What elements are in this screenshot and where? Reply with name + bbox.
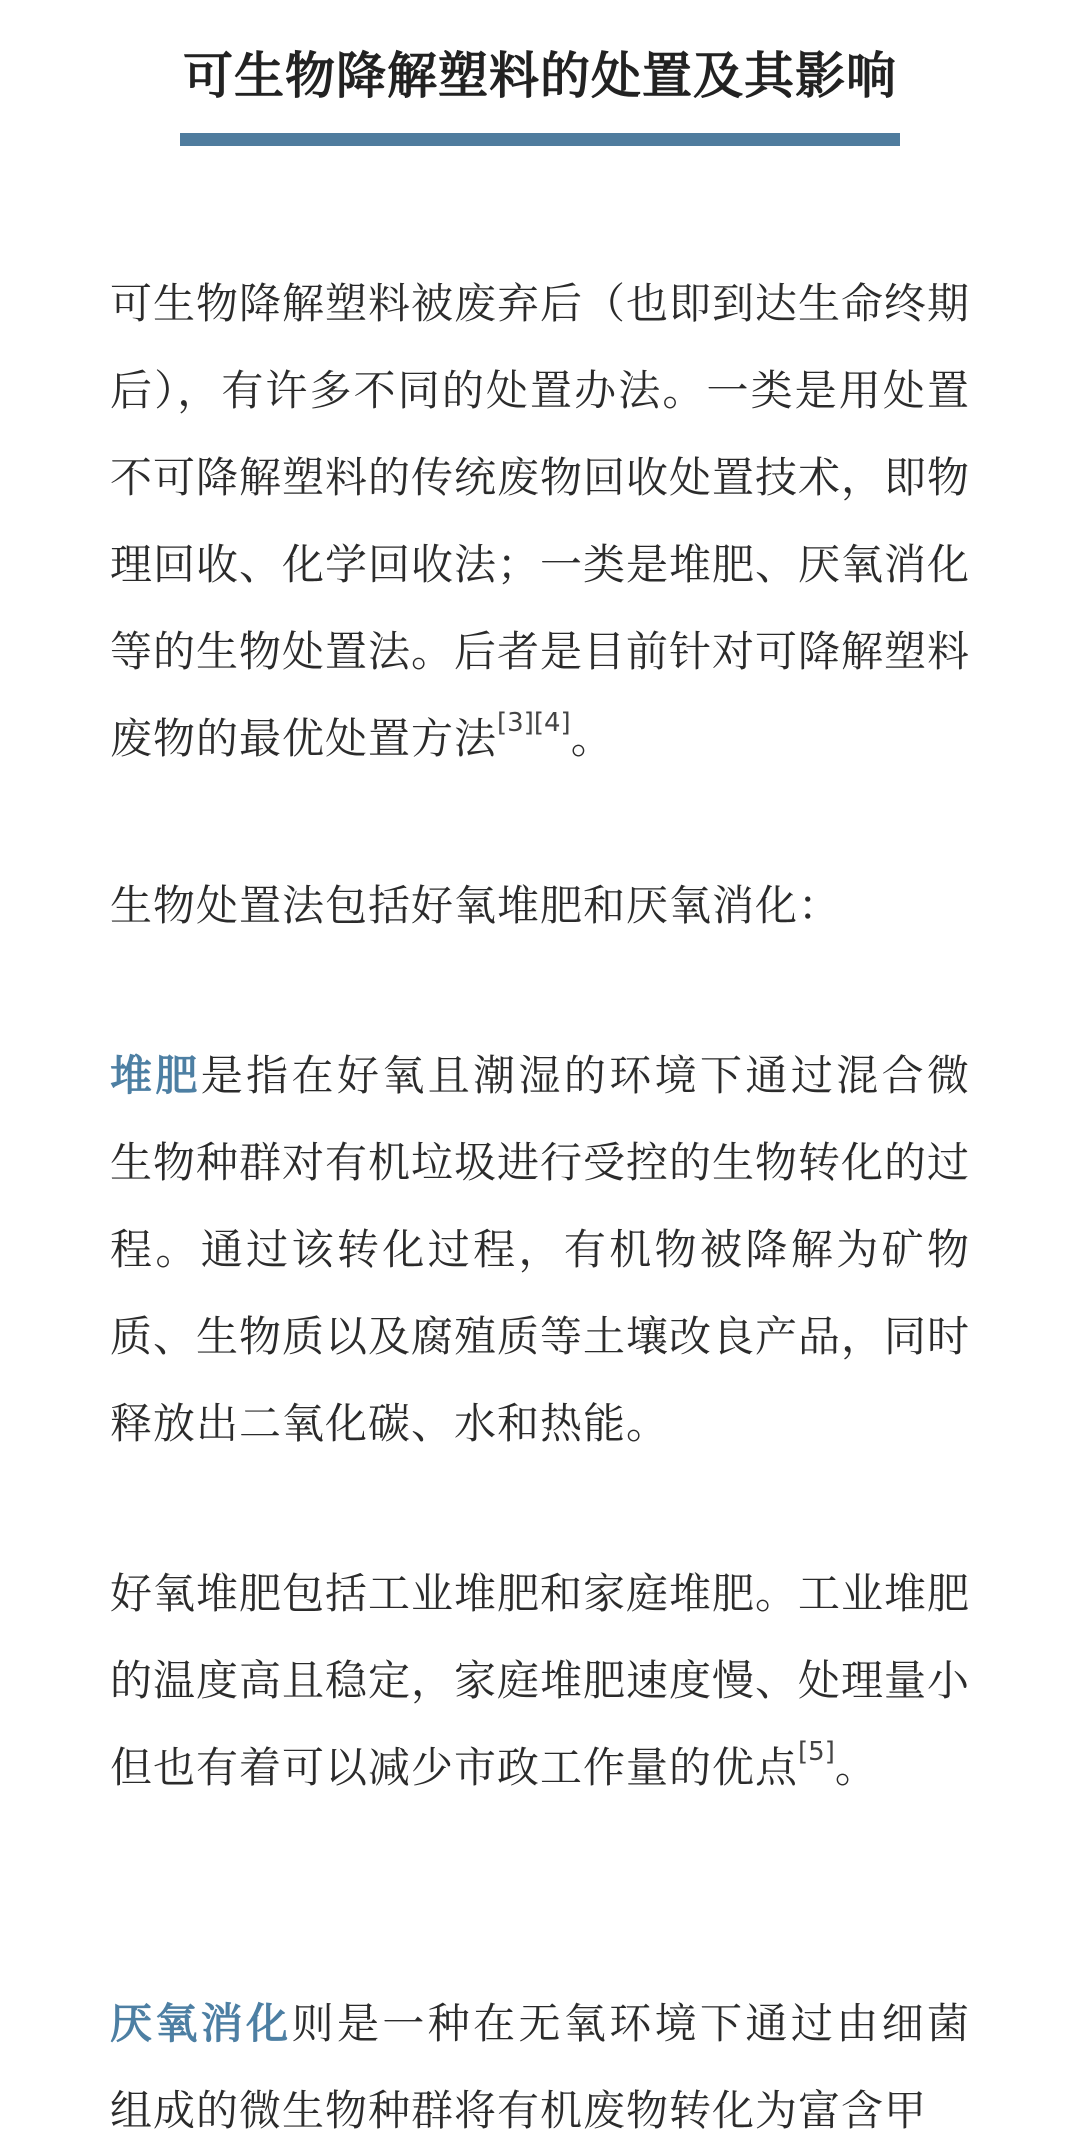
paragraph-text: 可生物降解塑料被废弃后（也即到达生命终期后），有许多不同的处置办法。一类是用处置不可降解塑料的传统废物回收处置技术，即物理回收、化学回收法；一类是堆肥、厌氧消化等的生物处置法。后者是目前针对可降解塑料废物的最优处置方法 (110, 279, 971, 763)
title-underline (180, 133, 900, 146)
paragraph-text: 则是一种在无氧环境下通过由细菌组成的微生物种群将有机废物转化为富含甲 (110, 1999, 970, 2135)
paragraph-anaerobic-digestion (110, 1980, 970, 2150)
paragraph-end: 。 (570, 714, 614, 763)
paragraph-text: 生物处置法包括好氧堆肥和厌氧消化： (110, 881, 842, 930)
term-composting: 堆肥 (110, 1051, 201, 1100)
citation-3-4[interactable]: [3][4] (497, 708, 571, 738)
article-title: 可生物降解塑料的处置及其影响 (183, 47, 897, 105)
paragraph-text: 好氧堆肥包括工业堆肥和家庭堆肥。工业堆肥的温度高且稳定，家庭堆肥速度慢、处理量小但也有着可以减少市政工作量的优点 (110, 1569, 971, 1792)
paragraph-composting (110, 1032, 970, 1467)
paragraph-biological-methods (110, 862, 970, 949)
citation-5[interactable]: [5] (798, 1737, 835, 1767)
term-anaerobic-digestion: 厌氧消化 (110, 1999, 292, 2048)
paragraph-text: 是指在好氧且潮湿的环境下通过混合微生物种群对有机垃圾进行受控的生物转化的过程。通过该转化过程，有机物被降解为矿物质、生物质以及腐殖质等土壤改良产品，同时释放出二氧化碳、水和热能。 (110, 1051, 971, 1448)
paragraph-aerobic-composting (110, 1550, 970, 1811)
paragraph-end: 。 (834, 1743, 878, 1792)
paragraph-disposal-methods (110, 260, 970, 782)
